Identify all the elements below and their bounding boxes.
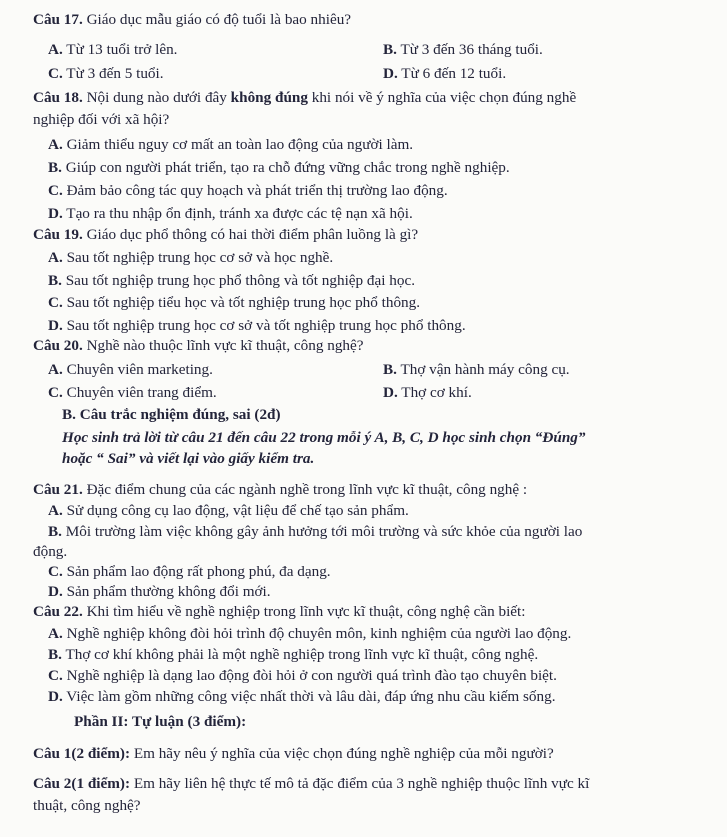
question-text: Em hãy liên hệ thực tế mô tả đặc điểm của 3 nghề nghiệp thuộc lĩnh vực kĩ (130, 775, 590, 792)
question-number: Câu 21. (33, 481, 83, 498)
question-number: Câu 17. (33, 11, 83, 28)
question-18 (33, 88, 576, 108)
option-text: Sản phẩm thường không đổi mới. (62, 583, 271, 600)
option-label: D. (48, 583, 63, 600)
option-label: D. (383, 65, 398, 82)
question-21 (33, 480, 527, 500)
option-20b (383, 360, 570, 380)
option-text: Thợ cơ khí không phải là một nghề nghiệp trong lĩnh vực kĩ thuật, công nghệ. (61, 646, 539, 663)
option-label: A. (48, 625, 63, 642)
option-label: A. (48, 361, 63, 378)
option-label: C. (48, 65, 63, 82)
option-label: B. (48, 523, 62, 540)
option-17d (383, 64, 506, 84)
section-b-instruction-cont: hoặc “ Sai” và viết lại vào giấy kiểm tra. (62, 450, 315, 467)
option-17b (383, 40, 543, 60)
option-18d (48, 204, 413, 224)
option-19a (48, 248, 333, 268)
option-text: Đảm bảo công tác quy hoạch và phát triển thị trường lao động. (62, 182, 448, 199)
option-20a (48, 360, 213, 380)
option-label: B. (48, 272, 62, 289)
option-label: A. (48, 136, 63, 153)
option-text: Từ 3 đến 5 tuổi. (62, 65, 164, 82)
option-label: B. (48, 646, 62, 663)
option-text: Việc làm gồm những công việc nhất thời và lâu dài, đáp ứng nhu cầu kiếm sống. (62, 688, 556, 705)
option-text: Chuyên viên marketing. (62, 361, 213, 378)
option-label: D. (48, 688, 63, 705)
essay-question-1 (33, 744, 554, 764)
question-emphasis: không đúng (230, 89, 308, 106)
option-21d (48, 582, 271, 602)
option-text: Từ 6 đến 12 tuổi. (397, 65, 507, 82)
question-19 (33, 225, 418, 245)
option-text: Giúp con người phát triển, tạo ra chỗ đứng vững chắc trong nghề nghiệp. (61, 159, 510, 176)
part-2-title: Phần II: Tự luận (3 điểm): (74, 713, 247, 730)
option-18a (48, 135, 413, 155)
question-text: Đặc điểm chung của các ngành nghề trong lĩnh vực kĩ thuật, công nghệ : (82, 481, 528, 498)
option-label: A. (48, 502, 63, 519)
option-text: Môi trường làm việc không gây ảnh hưởng tới môi trường và sức khỏe của người lao (61, 523, 583, 540)
option-label: C. (48, 667, 63, 684)
question-text: Nghề nào thuộc lĩnh vực kĩ thuật, công nghệ? (82, 337, 364, 354)
option-21a (48, 501, 409, 521)
option-label: B. (48, 159, 62, 176)
question-20 (33, 336, 364, 356)
option-text: Giảm thiểu nguy cơ mất an toàn lao động của người làm. (62, 136, 414, 153)
option-21b-cont (33, 542, 67, 562)
question-text: Nội dung nào dưới đây (82, 89, 231, 106)
question-17 (33, 10, 351, 30)
option-label: D. (383, 384, 398, 401)
option-label: C. (48, 294, 63, 311)
option-label: A. (48, 249, 63, 266)
option-18c (48, 181, 448, 201)
option-label: C. (48, 182, 63, 199)
option-label: D. (48, 317, 63, 334)
question-number: Câu 1(2 điểm): (33, 745, 131, 762)
question-number: Câu 22. (33, 603, 83, 620)
option-21b (48, 522, 582, 542)
option-label: D. (48, 205, 63, 222)
option-text: Sau tốt nghiệp trung học cơ sở và tốt nghiệp trung học phổ thông. (62, 317, 466, 334)
option-text: Sau tốt nghiệp tiểu học và tốt nghiệp trung học phổ thông. (62, 294, 421, 311)
option-text: Từ 3 đến 36 tháng tuổi. (396, 41, 543, 58)
question-number: Câu 19. (33, 226, 83, 243)
option-text: Tạo ra thu nhập ổn định, tránh xa được các tệ nạn xã hội. (62, 205, 413, 222)
option-text: Sản phẩm lao động rất phong phú, đa dạng. (62, 563, 331, 580)
option-label: C. (48, 384, 63, 401)
option-text: Thợ vận hành máy công cụ. (396, 361, 570, 378)
essay-question-2 (33, 774, 589, 794)
option-text: Nghề nghiệp là dạng lao động đòi hỏi ở con người quá trình đào tạo chuyên biệt. (62, 667, 557, 684)
option-label: B. (383, 41, 397, 58)
question-text: khi nói về ý nghĩa của việc chọn đúng nghề (307, 89, 577, 106)
question-number: Câu 20. (33, 337, 83, 354)
question-text: nghiệp đối với xã hội? (33, 111, 170, 128)
option-22d (48, 687, 556, 707)
option-text: Thợ cơ khí. (397, 384, 472, 401)
question-text: Giáo dục phổ thông có hai thời điểm phân luồng là gì? (82, 226, 419, 243)
question-text: Em hãy nêu ý nghĩa của việc chọn đúng nghề nghiệp của mỗi người? (130, 745, 554, 762)
option-label: C. (48, 563, 63, 580)
option-text: Từ 13 tuổi trở lên. (62, 41, 178, 58)
question-22 (33, 602, 525, 622)
option-text: động. (33, 543, 68, 560)
question-text: Khi tìm hiểu về nghề nghiệp trong lĩnh vực kĩ thuật, công nghệ cần biết: (82, 603, 526, 620)
option-text: Sau tốt nghiệp trung học cơ sở và học nghề. (62, 249, 334, 266)
section-b-title: B. Câu trắc nghiệm đúng, sai (2đ) (62, 406, 281, 423)
question-number: Câu 18. (33, 89, 83, 106)
option-22b (48, 645, 538, 665)
option-21c (48, 562, 331, 582)
question-number: Câu 2(1 điểm): (33, 775, 131, 792)
option-22c (48, 666, 557, 686)
question-18-cont (33, 110, 169, 130)
option-text: Sử dụng công cụ lao động, vật liệu để chế tạo sản phẩm. (62, 502, 409, 519)
option-text: Nghề nghiệp không đòi hỏi trình độ chuyên môn, kinh nghiệm của người lao động. (62, 625, 572, 642)
option-17c (48, 64, 164, 84)
option-text: Chuyên viên trang điểm. (62, 384, 217, 401)
option-label: A. (48, 41, 63, 58)
option-19c (48, 293, 420, 313)
option-17a (48, 40, 177, 60)
option-label: B. (383, 361, 397, 378)
option-20d (383, 383, 472, 403)
option-18b (48, 158, 510, 178)
option-19d (48, 316, 466, 336)
question-text: Giáo dục mẫu giáo có độ tuổi là bao nhiêu? (82, 11, 352, 28)
option-22a (48, 624, 571, 644)
option-20c (48, 383, 217, 403)
option-19b (48, 271, 415, 291)
question-text: thuật, công nghệ? (33, 797, 141, 814)
option-text: Sau tốt nghiệp trung học phổ thông và tốt nghiệp đại học. (61, 272, 415, 289)
section-b-instruction: Học sinh trả lời từ câu 21 đến câu 22 trong mỗi ý A, B, C, D học sinh chọn “Đúng” (62, 429, 586, 446)
essay-question-2-cont (33, 796, 141, 816)
